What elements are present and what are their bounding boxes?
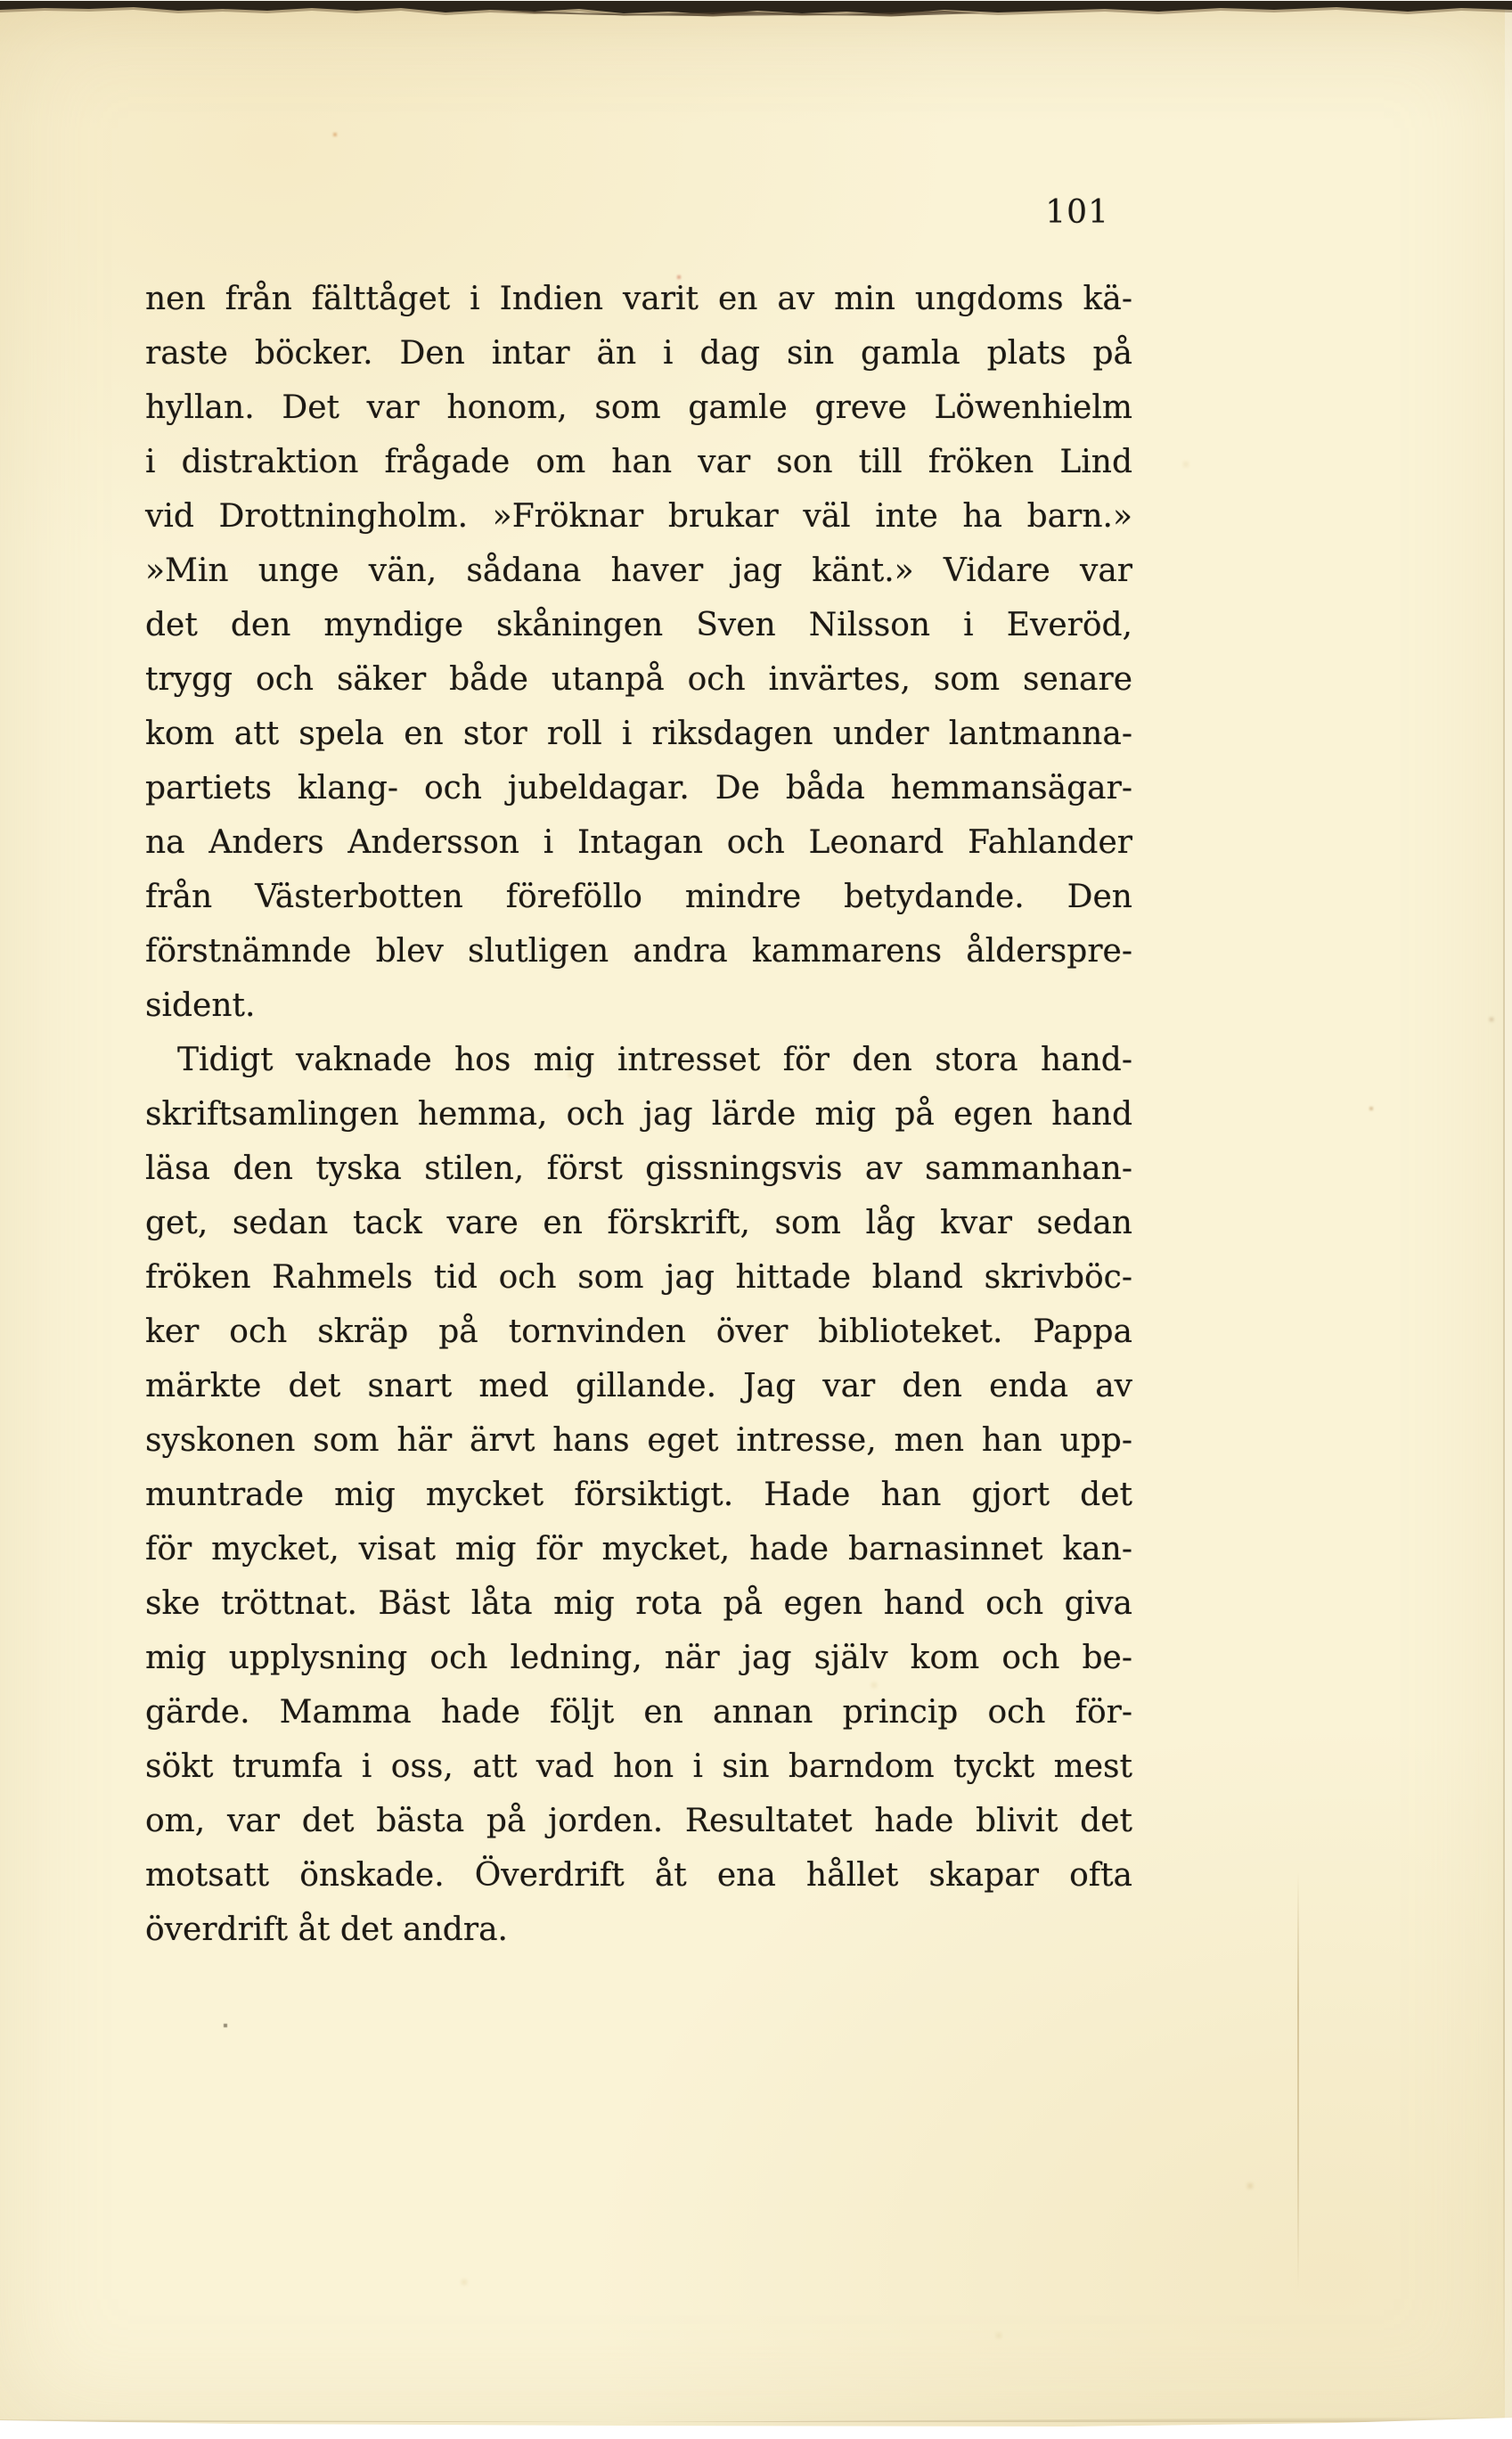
text-line: mig upplysning och ledning, när jag själv kom och be-	[145, 1640, 1132, 1676]
right-edge-seam	[1503, 107, 1505, 2415]
text-line: sökt trumfa i oss, att vad hon i sin barndom tyckt mest	[145, 1748, 1132, 1785]
text-line: gärde. Mamma hade följt en annan princip och för-	[145, 1694, 1132, 1731]
text-line: för mycket, visat mig för mycket, hade barnasinnet kan-	[145, 1531, 1132, 1567]
text-line: »Min unge vän, sådana haver jag känt.» Vidare var	[145, 552, 1132, 589]
text-line: förstnämnde blev slutligen andra kammarens ålderspre-	[145, 933, 1132, 970]
text-line: skriftsamlingen hemma, och jag lärde mig på egen hand	[145, 1096, 1132, 1133]
text-line: trygg och säker både utanpå och invärtes, som senare	[145, 661, 1132, 698]
text-line: muntrade mig mycket försiktigt. Hade han gjort det	[145, 1477, 1132, 1513]
torn-paper-edge-icon	[0, 0, 1512, 21]
text-line: get, sedan tack vare en förskrift, som låg kvar sedan	[145, 1205, 1132, 1241]
paragraph-2	[145, 1033, 1132, 1957]
text-line: märkte det snart med gillande. Jag var den enda av	[145, 1368, 1132, 1404]
text-line: överdrift åt det andra.	[145, 1911, 508, 1948]
text-line: fröken Rahmels tid och som jag hittade bland skrivböc-	[145, 1259, 1132, 1296]
text-line: raste böcker. Den intar än i dag sin gamla plats på	[145, 335, 1132, 372]
paper-crease	[1297, 1871, 1299, 2290]
text-line: vid Drottningholm. »Fröknar brukar väl inte ha barn.»	[145, 498, 1132, 535]
text-line: sident.	[145, 987, 256, 1024]
text-line: läsa den tyska stilen, först gissningsvis av sammanhan-	[145, 1150, 1132, 1187]
text-line: motsatt önskade. Överdrift åt ena hållet skapar ofta	[145, 1857, 1132, 1894]
text-line: det den myndige skåningen Sven Nilsson i Everöd,	[145, 607, 1132, 643]
text-line: om, var det bästa på jorden. Resultatet hade blivit det	[145, 1803, 1132, 1839]
text-line: från Västerbotten föreföllo mindre betydande. Den	[145, 879, 1132, 915]
right-edge-light-strip	[1505, 0, 1512, 2427]
text-line: hyllan. Det var honom, som gamle greve Löwenhielm	[145, 389, 1132, 426]
paragraph-1	[145, 272, 1132, 1033]
text-block	[145, 272, 1132, 1957]
text-line: ker och skräp på tornvinden över biblioteket. Pappa	[145, 1314, 1132, 1350]
page-number	[998, 194, 1109, 231]
text-line: Tidigt vaknade hos mig intresset för den stora hand-	[177, 1042, 1132, 1078]
text-line: kom att spela en stor roll i riksdagen under lantmanna-	[145, 716, 1132, 752]
page-number-value: 101	[1045, 194, 1109, 231]
text-line: i distraktion frågade om han var son till fröken Lind	[145, 444, 1132, 480]
text-line: nen från fälttåget i Indien varit en av min ungdoms kä-	[145, 281, 1132, 317]
text-line: na Anders Andersson i Intagan och Leonard Fahlander	[145, 824, 1132, 861]
text-line: syskonen som här ärvt hans eget intresse, men han upp-	[145, 1422, 1132, 1459]
text-line: ske tröttnat. Bäst låta mig rota på egen hand och giva	[145, 1585, 1132, 1622]
text-line: partiets klang- och jubeldagar. De båda hemmansägar-	[145, 770, 1132, 806]
